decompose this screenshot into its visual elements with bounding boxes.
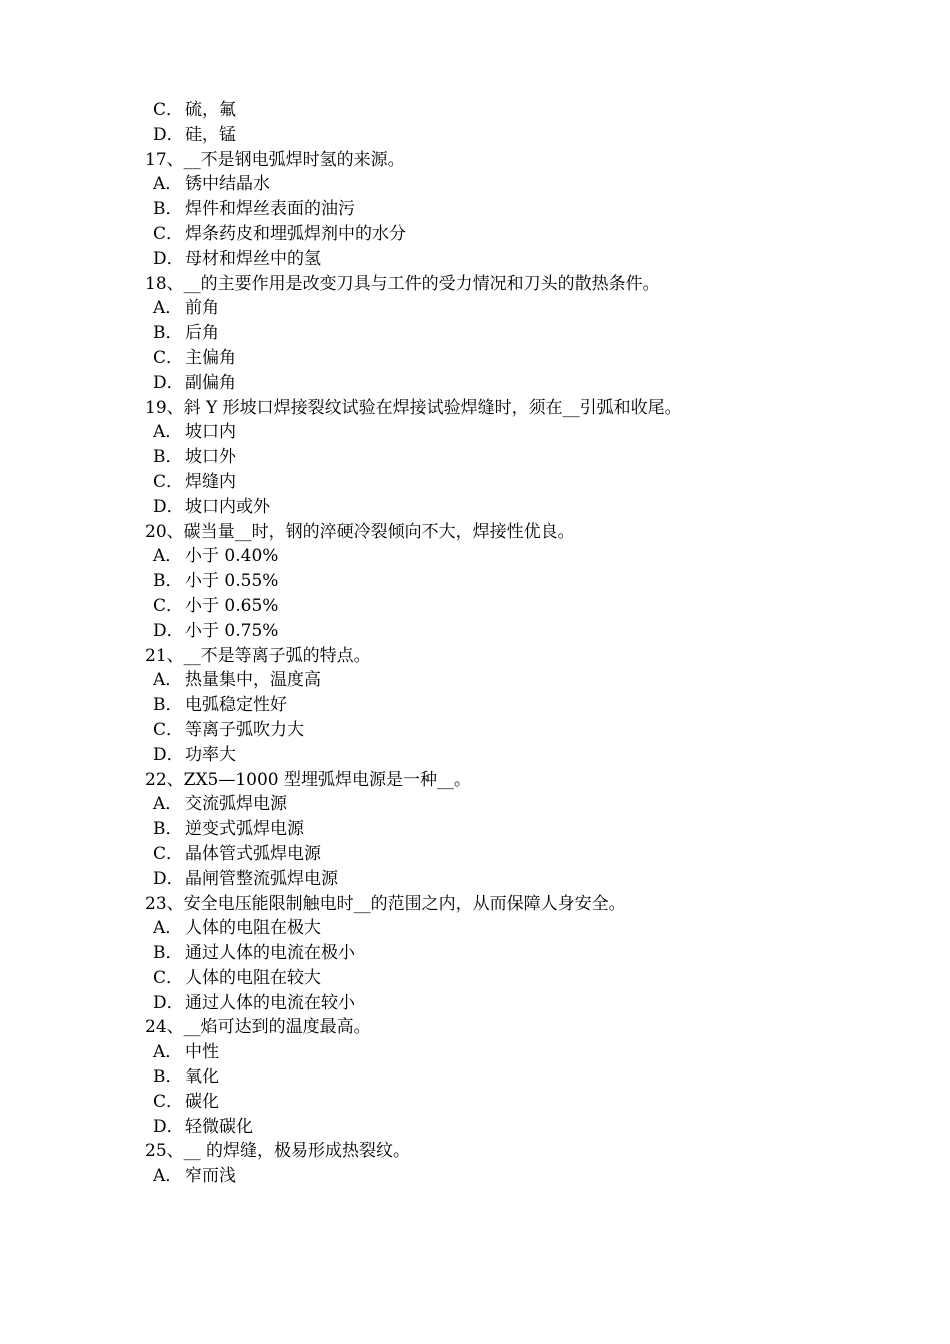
question-text: 23、安全电压能限制触电时__的范围之内，从而保障人身安全。 [145, 893, 626, 914]
question-stem [0, 892, 950, 917]
answer-option [0, 693, 950, 718]
option-letter: B． [153, 323, 183, 344]
option-text: 主偏角 [185, 347, 236, 368]
question-text: 17、__不是钢电弧焊时氢的来源。 [145, 149, 405, 170]
question-text: 19、斜 Y 形坡口焊接裂纹试验在焊接试验焊缝时，须在__引弧和收尾。 [145, 397, 682, 418]
answer-option [0, 172, 950, 197]
option-text: 焊缝内 [185, 471, 236, 492]
option-letter: D． [153, 620, 184, 641]
option-letter: C． [153, 719, 184, 740]
answer-option [0, 867, 950, 892]
option-text: 焊件和焊丝表面的油污 [185, 199, 355, 220]
option-letter: D． [153, 124, 184, 145]
option-text: 硅，锰 [185, 124, 236, 145]
option-text: 坡口内或外 [185, 496, 270, 517]
answer-option [0, 544, 950, 569]
option-text: 晶闸管整流弧焊电源 [185, 868, 338, 889]
option-text: 窄而浅 [185, 1166, 236, 1187]
answer-option [0, 1040, 950, 1065]
option-letter: A． [153, 298, 183, 319]
option-letter: B． [153, 447, 183, 468]
option-letter: A． [153, 422, 183, 443]
option-text: 前角 [185, 298, 219, 319]
option-text: 后角 [185, 323, 219, 344]
answer-option [0, 916, 950, 941]
option-text: 人体的电阻在较大 [185, 967, 321, 988]
answer-option [0, 569, 950, 594]
question-text: 22、ZX5—1000 型埋弧焊电源是一种__。 [145, 769, 472, 790]
answer-option [0, 1065, 950, 1090]
answer-option [0, 594, 950, 619]
answer-option [0, 98, 950, 123]
option-text: 电弧稳定性好 [185, 695, 287, 716]
answer-option [0, 991, 950, 1016]
answer-option [0, 346, 950, 371]
answer-option [0, 619, 950, 644]
answer-option [0, 743, 950, 768]
option-letter: C． [153, 1091, 184, 1112]
option-letter: A． [153, 670, 183, 691]
option-letter: A． [153, 546, 183, 567]
answer-option [0, 495, 950, 520]
question-stem [0, 396, 950, 421]
option-text: 人体的电阻在极大 [185, 918, 321, 939]
option-letter: D． [153, 868, 184, 889]
answer-option [0, 420, 950, 445]
option-letter: D． [153, 372, 184, 393]
question-text: 25、__ 的焊缝，极易形成热裂纹。 [145, 1141, 411, 1162]
option-letter: C． [153, 100, 184, 120]
answer-option [0, 123, 950, 148]
option-text: 中性 [185, 1042, 219, 1063]
option-text: 小于 0.55% [185, 571, 279, 592]
question-stem [0, 1139, 950, 1164]
option-text: 热量集中，温度高 [185, 670, 321, 691]
option-letter: D． [153, 992, 184, 1013]
answer-option [0, 296, 950, 321]
option-text: 锈中结晶水 [185, 174, 270, 195]
option-text: 通过人体的电流在极小 [185, 943, 355, 964]
answer-option [0, 1164, 950, 1189]
option-letter: C． [153, 595, 184, 616]
question-text: 18、__的主要作用是改变刀具与工件的受力情况和刀头的散热条件。 [145, 273, 660, 294]
option-letter: B． [153, 571, 183, 592]
answer-option [0, 197, 950, 222]
option-text: 焊条药皮和埋弧焊剂中的水分 [185, 223, 406, 244]
option-letter: C． [153, 471, 184, 492]
question-text: 24、__焰可达到的温度最高。 [145, 1017, 371, 1038]
option-letter: A． [153, 1042, 183, 1063]
option-letter: A． [153, 918, 183, 939]
option-text: 坡口内 [185, 422, 236, 443]
option-text: 小于 0.40% [185, 546, 279, 567]
option-text: 通过人体的电流在较小 [185, 992, 355, 1013]
question-text: 21、__不是等离子弧的特点。 [145, 645, 371, 666]
question-stem [0, 644, 950, 669]
question-list [0, 98, 950, 1189]
option-letter: C． [153, 967, 184, 988]
option-letter: C． [153, 347, 184, 368]
option-letter: C． [153, 843, 184, 864]
question-stem [0, 1015, 950, 1040]
option-letter: D． [153, 744, 184, 765]
answer-option [0, 1090, 950, 1115]
option-text: 坡口外 [185, 447, 236, 468]
option-text: 副偏角 [185, 372, 236, 393]
answer-option [0, 792, 950, 817]
option-text: 母材和焊丝中的氢 [185, 248, 321, 269]
answer-option [0, 842, 950, 867]
option-text: 晶体管式弧焊电源 [185, 843, 321, 864]
question-text: 20、碳当量__时，钢的淬硬冷裂倾向不大，焊接性优良。 [145, 521, 575, 542]
question-stem [0, 768, 950, 793]
option-letter: D． [153, 248, 184, 269]
answer-option [0, 247, 950, 272]
answer-option [0, 371, 950, 396]
option-letter: B． [153, 199, 183, 220]
option-letter: D． [153, 1116, 184, 1137]
option-text: 小于 0.75% [185, 620, 279, 641]
option-letter: A． [153, 174, 183, 195]
option-letter: B． [153, 819, 183, 840]
answer-option [0, 668, 950, 693]
question-stem [0, 272, 950, 297]
option-letter: B． [153, 695, 183, 716]
option-text: 等离子弧吹力大 [185, 719, 304, 740]
answer-option [0, 321, 950, 346]
answer-option [0, 941, 950, 966]
answer-option [0, 445, 950, 470]
answer-option [0, 817, 950, 842]
question-stem [0, 148, 950, 173]
answer-option [0, 718, 950, 743]
answer-option [0, 470, 950, 495]
option-letter: A． [153, 794, 183, 815]
option-text: 氧化 [185, 1067, 219, 1088]
answer-option [0, 1115, 950, 1140]
answer-option [0, 966, 950, 991]
option-text: 小于 0.65% [185, 595, 279, 616]
question-stem [0, 520, 950, 545]
option-text: 逆变式弧焊电源 [185, 819, 304, 840]
option-text: 碳化 [185, 1091, 219, 1112]
option-letter: B． [153, 1067, 183, 1088]
option-letter: C． [153, 223, 184, 244]
option-text: 功率大 [185, 744, 236, 765]
option-text: 轻微碳化 [185, 1116, 253, 1137]
option-letter: B． [153, 943, 183, 964]
option-text: 硫，氟 [185, 100, 236, 120]
option-letter: D． [153, 496, 184, 517]
answer-option [0, 222, 950, 247]
option-text: 交流弧焊电源 [185, 794, 287, 815]
option-letter: A． [153, 1166, 183, 1187]
